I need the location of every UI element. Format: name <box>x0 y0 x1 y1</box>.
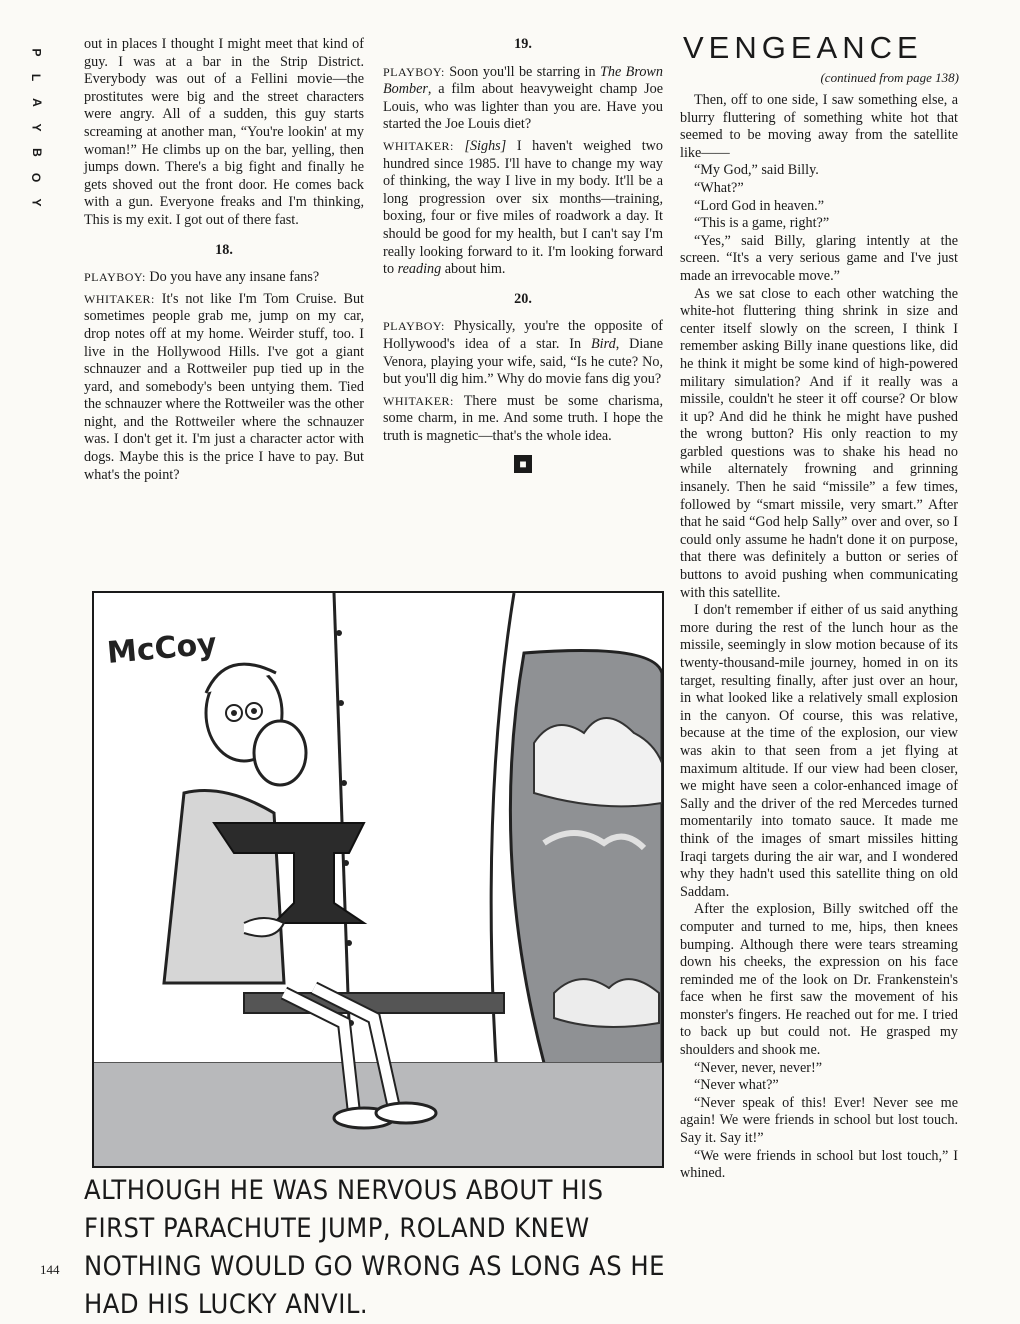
cartoon-illustration <box>92 591 664 1168</box>
continued-from-note: (continued from page 138) <box>820 70 959 85</box>
paragraph: “We were friends in school but lost touch,” I whined. <box>680 1147 958 1182</box>
cartoonist-signature: McCoy <box>105 626 219 671</box>
paragraph: As we sat close to each other watching the white-hot fluttering thing shrink in size and center itself slowly on the screen, I think I remember asking Billy inane questions like, did he think it might be some kind of high-powered military simulation? And if it really was a missile, couldn't he steer it off course? Or blow it up? And did he think he might have pushed the wrong button? His only reaction to my garbled questions was to shake his head no while alternately frowning and grinning insanely. Then he said “missile” a few times, followed by “smart missile, very smart.” After that he said “God help Sally” over and over, so I could only assume he hadn't done it on purpose, that there was definitely a button or series of buttons to avoid pushing when communicating with this satellite. <box>680 285 958 601</box>
question: PLAYBOY: Soon you'll be starring in The Brown Bomber, a film about heavyweight champ Joe Louis, who was lighter than you are. Have you started the Joe Louis diet? <box>383 63 663 133</box>
magazine-spine-label: P L A Y B O Y <box>29 48 44 207</box>
answer: WHITAKER: There must be some charisma, some charm, in me. And some truth. I hope the truth is magnetic—that's the whole idea. <box>383 392 663 444</box>
question-number: 20. <box>514 290 532 307</box>
page-number: 144 <box>40 1262 60 1277</box>
paragraph: “Never, never, never!” <box>694 1059 823 1076</box>
column-1 <box>84 36 364 488</box>
question-number: 18. <box>215 241 233 258</box>
paragraph: “Never speak of this! Ever! Never see me again! We were friends in school but lost touch. Say it. Say it!” <box>680 1094 958 1147</box>
end-mark-icon: ■ <box>514 455 532 473</box>
column-2 <box>383 36 663 473</box>
paragraph: “This is a game, right?” <box>694 215 830 232</box>
paragraph: After the explosion, Billy switched off the computer and turned to me, hips, then knees bumping. Although there were tears streaming down his cheeks, the expression on his face reminded me of the look on Dr. Frankenstein's face when he first saw the movement of his monster's fingers. He reached out for me. I tried to back up but could not. He grasped my shoulders and shook me. <box>680 901 958 1059</box>
paragraph: “Never what?” <box>694 1077 779 1094</box>
question-number: 19. <box>514 36 532 52</box>
article-headline: VENGEANCE <box>683 30 923 65</box>
paragraph: I don't remember if either of us said anything more during the rest of the lunch hour as the missile, seemingly in slow motion because of its twenty-thousand-mile journey, homed in on its target, resulting finally, after just over an hour, in what looked like a relatively small explosion in the canyon. Of course, this was relative, because at the time of the explosion, our view was akin to that seen from a jet flying at maximum altitude. If our view had been closer, we might have seen a color-enhanced image of Sally and the driver of the red Mercedes turned momentarily into tomato sauce. It made me think of the images of smart missiles hitting Iraqi targets during the air war, and I wondered why they hadn't used this satellite thing on old Saddam. <box>680 602 958 900</box>
paragraph: Then, off to one side, I saw something else, a blurry fluttering of something white hot that seemed to be moving away from the satellite like—— <box>680 92 958 161</box>
paragraph: “What?” <box>694 179 744 196</box>
paragraph: “Yes,” said Billy, glaring intently at the screen. “It's a very serious game and I've just made an irrevocable move.” <box>680 232 958 284</box>
cartoon-caption: ALTHOUGH HE WAS NERVOUS ABOUT HIS FIRST PARACHUTE JUMP, ROLAND KNEW NOTHING WOULD GO WRONG AS LONG AS HE HAD HIS LUCKY ANVIL. <box>84 1175 665 1320</box>
question: PLAYBOY: Do you have any insane fans? <box>84 269 320 286</box>
column-3 <box>680 92 958 1183</box>
paragraph: out in places I thought I might meet that kind of guy. I was at a bar in the Strip District. Everybody was out of a Fellini movie—the prostitutes were big and the street characters were angry. All of a sudden, this guy starts screaming at another man, “You're lookin' at my woman!” He climbs up on the bar, yelling, then jumps down. There's a big fight and finally he gets shoved out the front door. He comes back with a gun. Everyone freaks and I'm thinking, This is my exit. I got out of there fast. <box>84 36 364 228</box>
cartoon-drawing <box>94 593 662 1166</box>
answer: WHITAKER: [Sighs] I haven't weighed two hundred since 1985. I'll have to change my way of thinking, the way I live in my body. It'll be a long progression over six months—training, boxing, four or five miles of roadwork a day. It should be good for my health, but I can't say I'm really looking forward to it. I'm looking forward to reading about him. <box>383 137 663 278</box>
answer: WHITAKER: It's not like I'm Tom Cruise. But sometimes people grab me, jump on my car, drop notes off at my home. Weirder stuff, too. I live in the Hollywood Hills. I've got a giant schnauzer and a Rottweiler pup tied up in the yard, and somebody's been untying them. Tied the schnauzer where the Rottweiler was the other night, and the Rottweiler where the schnauzer was. I don't get it. I'm just a character actor with dogs. Maybe this is the price I have to pay. But what's the point? <box>84 290 365 483</box>
paragraph: “My God,” said Billy. <box>694 162 819 179</box>
question: PLAYBOY: Physically, you're the opposite of Hollywood's idea of a star. In Bird, Diane Venora, playing your wife, said, “Is he cute? No, but you'll dig him.” Why do movie fans dig you? <box>383 318 663 388</box>
paragraph: “Lord God in heaven.” <box>694 197 825 214</box>
